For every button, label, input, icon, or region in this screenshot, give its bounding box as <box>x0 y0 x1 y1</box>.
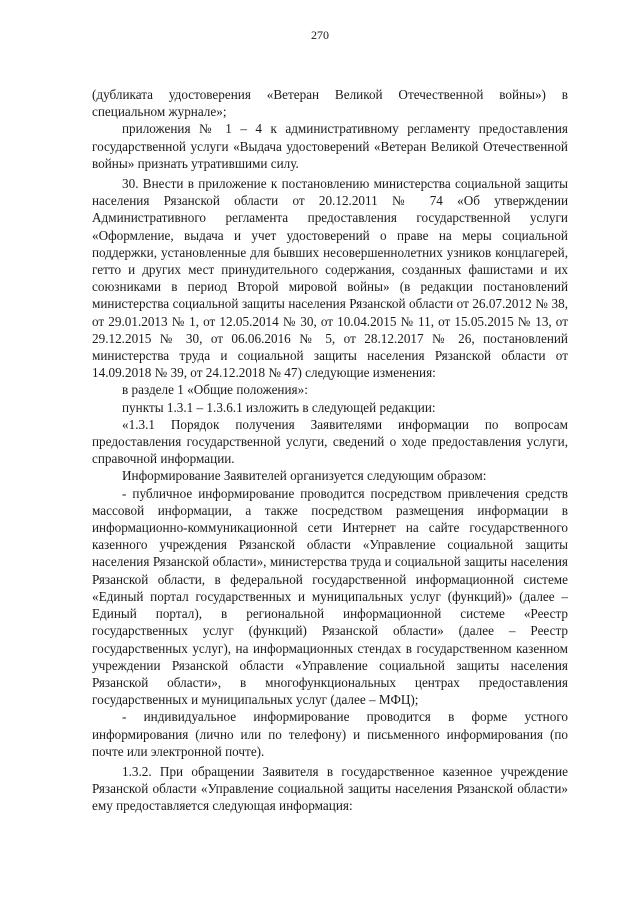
paragraph-1-3-2: 1.3.2. При обращении Заявителя в государственное казенное учреждение Рязанской области «Управление социальной защиты населения Рязанской области» ему предоставляется следующая информация: <box>92 763 568 814</box>
page-number: 270 <box>311 28 329 42</box>
paragraph-public-informing: - публичное информирование проводится посредством привлечения средств массовой информации, а также посредством размещения информации в информационно-коммуникационной сети Интернет на сайте государственного казенного учреждения Рязанской области «Управление социальной защиты населения Рязанской области», министерства труда и социальной защиты населения Рязанской области, в федеральной государственной информационной системе «Единый портал государственных и муниципальных услуг (функций)» (далее – Единый портал), в региональной информационной системе «Реестр государственных услуг (функций) Рязанской области» (далее – Реестр государственных услуг), на информационных стендах в государственном казенном учреждении Рязанской области «Управление социальной защиты населения Рязанской области», в многофункциональных центрах предоставления государственных и муниципальных услуг (далее – МФЦ); <box>92 485 568 708</box>
paragraph-1-3-1: «1.3.1 Порядок получения Заявителями информации по вопросам предоставления государственной услуги, сведений о ходе предоставления услуги, справочной информации. <box>92 416 568 467</box>
paragraph-item-30: 30. Внести в приложение к постановлению министерства социальной защиты населения Рязанской области от 20.12.2011 № 74 «Об утверждении Административного регламента предоставления государственной услуги «Оформление, выдача и учет удостоверений о праве на меры социальной поддержки, установленные для бывших несовершеннолетних узников концлагерей, гетто и других мест принудительного содержания, созданных фашистами и их союзниками в период Второй мировой войны» (в редакции постановлений министерства социальной защиты населения Рязанской области от 26.07.2012 № 38, от 29.01.2013 № 1, от 12.05.2014 № 30, от 10.04.2015 № 11, от 15.05.2015 № 13, от 29.12.2015 № 30, от 06.06.2016 № 5, от 28.12.2017 № 26, постановлений министерства труда и социальной защиты населения Рязанской области от 14.09.2018 № 39, от 24.12.2018 № 47) следующие изменения: <box>92 176 568 381</box>
paragraph-continuation: (дубликата удостоверения «Ветеран Великой Отечественной войны») в специальном журнале»; <box>92 87 568 120</box>
paragraph-points-restate: пункты 1.3.1 – 1.3.6.1 изложить в следующей редакции: <box>122 399 436 415</box>
paragraph-informing-intro: Информирование Заявителей организуется следующим образом: <box>122 468 487 484</box>
document-body <box>92 86 568 815</box>
paragraph-annex-repeal: приложения № 1 – 4 к административному регламенту предоставления государственной услуги «Выдача удостоверений «Ветеран Великой Отечественной войны» признать утратившими силу. <box>92 121 568 171</box>
paragraph-section-1: в разделе 1 «Общие положения»: <box>122 382 308 398</box>
paragraph-individual-informing: - индивидуальное информирование проводится в форме устного информирования (лично или по телефону) и письменного информирования (по почте или электронной почте). <box>92 709 568 759</box>
